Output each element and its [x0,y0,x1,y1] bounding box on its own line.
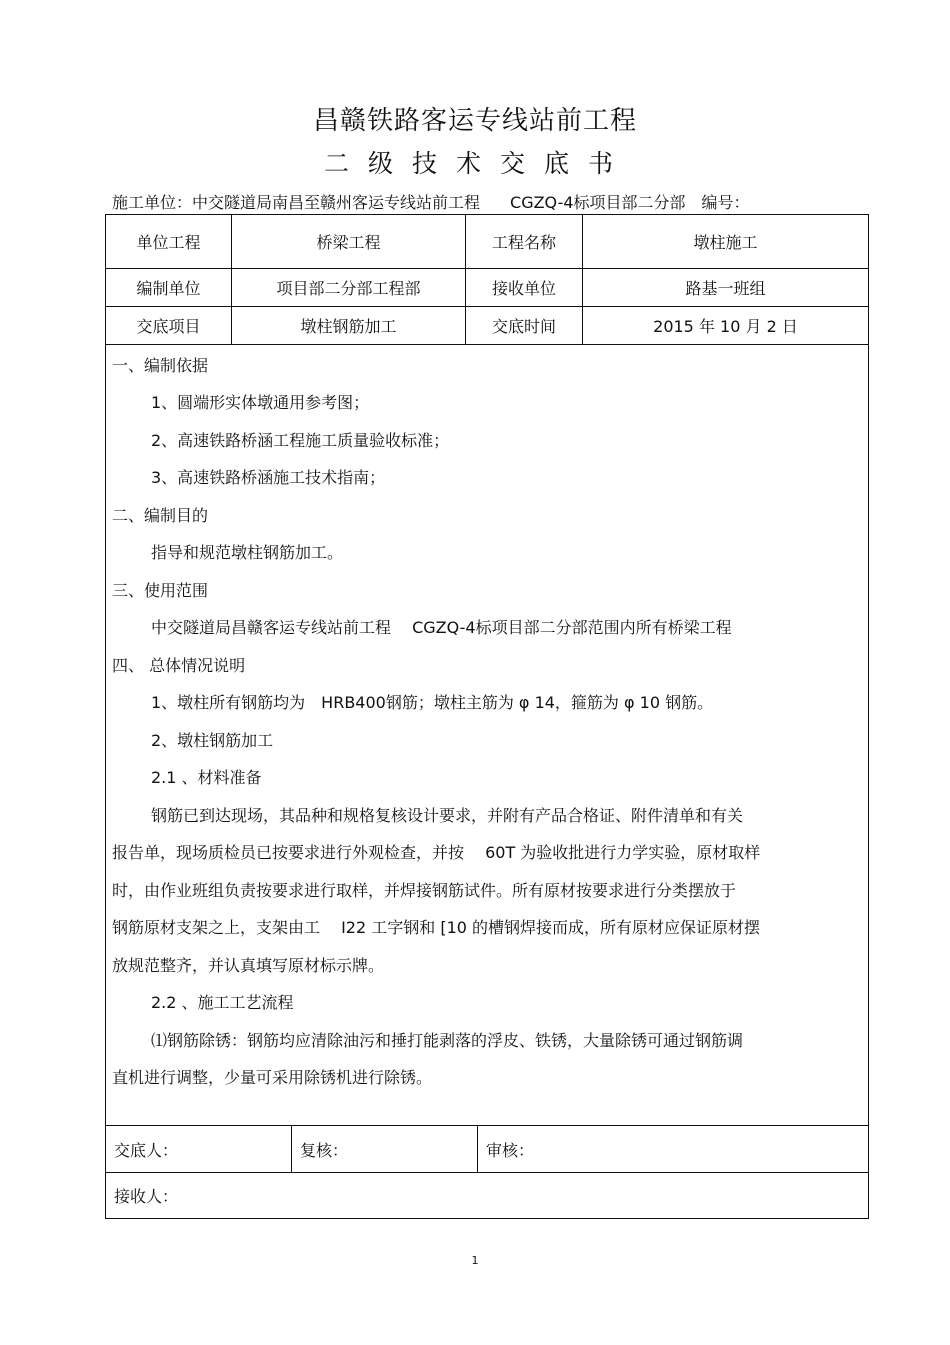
content-line: 报告单，现场质检员已按要求进行外观检查，并按 60T 为验收批进行力学实验，原材取样 [112,843,761,862]
content-line: 2.2 、施工工艺流程 [151,993,294,1012]
info-row [106,269,868,307]
info-value: 2015 年 10 月 2 日 [653,317,798,336]
content-line: ⑴钢筋除锈：钢筋均应清除油污和捶打能剥落的浮皮、铁锈，大量除锈可通过钢筋调 [151,1031,744,1050]
info-row [106,215,868,269]
info-label: 单位工程 [106,215,232,268]
content-line: 2、高速铁路桥涵工程施工质量验收标准； [151,431,450,450]
document-title: 昌赣铁路客运专线站前工程 [312,106,637,136]
approver-field: 审核： [486,1140,535,1160]
info-label: 接收单位 [466,269,583,306]
section-heading: 一、编制依据 [112,356,209,375]
discloser-field: 交底人： [106,1126,292,1172]
info-label: 交底项目 [106,307,232,344]
disclosure-form [105,214,869,1219]
section-heading: 三、使用范围 [112,581,209,600]
content-line: 2.1 、材料准备 [151,768,262,787]
content-line: 时，由作业班组负责按要求进行取样，并焊接钢筋试件。所有原材按要求进行分类摆放于 [112,881,737,900]
signature-row [106,1126,868,1173]
reviewer-field: 复核： [292,1126,478,1172]
section-name: CGZQ-4标项目部二分部 [510,193,686,212]
document-number-label: 编号： [701,193,750,212]
content-line: 钢筋已到达现场，其品种和规格复核设计要求，并附有产品合格证、附件清单和有关 [151,806,744,825]
content-line: 直机进行调整，少量可采用除锈机进行除锈。 [112,1068,433,1087]
page-number: 1 [471,1254,479,1267]
section-heading: 四、 总体情况说明 [112,656,246,675]
content-line: 3、高速铁路桥涵施工技术指南； [151,468,386,487]
info-label: 交底时间 [466,307,583,344]
info-label: 编制单位 [106,269,232,306]
document-subtitle: 二级技术交底书 [323,149,632,178]
info-row [106,307,868,345]
section-heading: 二、编制目的 [112,506,209,525]
info-label: 工程名称 [466,215,583,268]
signature-row [106,1173,868,1218]
content-line: 2、墩柱钢筋加工 [151,731,274,750]
receiver-field: 接收人： [114,1187,179,1206]
content-line: 1、圆端形实体墩通用参考图； [151,393,370,412]
content-area [106,345,868,1126]
info-value: 项目部二分部工程部 [232,269,466,306]
construction-unit: 施工单位：中交隧道局南昌至赣州客运专线站前工程 [112,193,481,212]
content-line: 钢筋原材支架之上，支架由工 I22 工字钢和 [10 的槽钢焊接而成，所有原材应保证原材摆 [112,918,761,937]
content-line: 放规范整齐，并认真填写原材标示牌。 [112,956,385,975]
header-line [112,190,750,213]
info-value: 桥梁工程 [232,215,466,268]
info-value: 路基一班组 [685,279,766,298]
info-value: 墩柱钢筋加工 [232,307,466,344]
content-line: 中交隧道局昌赣客运专线站前工程 CGZQ-4标项目部二分部范围内所有桥梁工程 [151,618,732,637]
content-line: 指导和规范墩柱钢筋加工。 [151,543,344,562]
info-value: 墩柱施工 [693,233,758,252]
content-line: 1、墩柱所有钢筋均为 HRB400钢筋；墩柱主筋为 φ 14，箍筋为 φ 10 钢筋。 [151,693,714,712]
